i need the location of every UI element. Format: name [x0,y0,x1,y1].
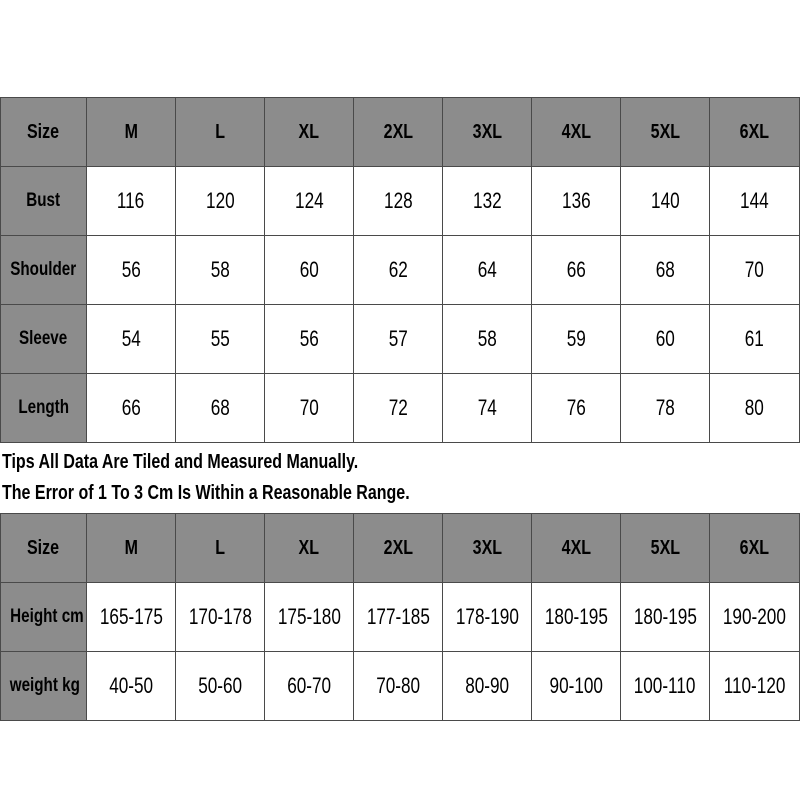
table-cell: 180-195 [532,583,621,652]
error-range-text: The Error of 1 To 3 Cm Is Within a Reasonable Range. [2,482,410,504]
table-cell: 56 [87,236,176,305]
table-cell: 74 [443,374,532,443]
table-cell: 120 [176,167,265,236]
table-cell: 78 [621,374,710,443]
header-cell: XL [265,98,354,167]
table-cell: 165-175 [87,583,176,652]
header-cell: 2XL [354,98,443,167]
header-cell: 3XL [443,514,532,583]
header-cell: 6XL [710,514,800,583]
header-cell: 5XL [621,98,710,167]
row-label: Height cm [1,583,87,652]
measurement-size-table [0,97,800,443]
tips-text: Tips All Data Are Tiled and Measured Manually. [2,451,359,473]
table-header-row [1,98,800,167]
header-cell: M [87,514,176,583]
table-cell: 60-70 [265,652,354,721]
row-label: Sleeve [1,305,87,374]
table-cell: 132 [443,167,532,236]
table-row-sleeve [1,305,800,374]
row-label: Length [1,374,87,443]
table-row-bust [1,167,800,236]
header-cell: 3XL [443,98,532,167]
height-weight-fit-table [0,513,800,721]
header-cell: 4XL [532,98,621,167]
header-cell: 5XL [621,514,710,583]
header-cell: 6XL [710,98,800,167]
table-cell: 80 [710,374,800,443]
table-cell: 76 [532,374,621,443]
table-cell: 66 [87,374,176,443]
table-cell: 55 [176,305,265,374]
table-cell: 177-185 [354,583,443,652]
table-cell: 80-90 [443,652,532,721]
header-cell: 2XL [354,514,443,583]
table-cell: 50-60 [176,652,265,721]
table-cell: 178-190 [443,583,532,652]
table-cell: 128 [354,167,443,236]
table-cell: 70 [265,374,354,443]
table-cell: 180-195 [621,583,710,652]
table-cell: 100-110 [621,652,710,721]
table-cell: 56 [265,305,354,374]
header-cell: 4XL [532,514,621,583]
table-cell: 116 [87,167,176,236]
table-cell: 54 [87,305,176,374]
table-cell: 40-50 [87,652,176,721]
table-cell: 170-178 [176,583,265,652]
table-cell: 175-180 [265,583,354,652]
table-cell: 57 [354,305,443,374]
table-cell: 60 [265,236,354,305]
header-cell: XL [265,514,354,583]
header-cell: Size [1,98,87,167]
table-cell: 110-120 [710,652,800,721]
table-cell: 62 [354,236,443,305]
table-cell: 64 [443,236,532,305]
header-cell: L [176,98,265,167]
table-cell: 58 [176,236,265,305]
table-row-shoulder [1,236,800,305]
table-cell: 136 [532,167,621,236]
table-row-length [1,374,800,443]
table-cell: 66 [532,236,621,305]
header-cell: Size [1,514,87,583]
table-cell: 144 [710,167,800,236]
table-cell: 68 [176,374,265,443]
table-header-row [1,514,800,583]
table-row-height [1,583,800,652]
row-label: Shoulder [1,236,87,305]
table-cell: 124 [265,167,354,236]
table-cell: 70 [710,236,800,305]
table-cell: 61 [710,305,800,374]
header-cell: M [87,98,176,167]
table-cell: 60 [621,305,710,374]
table-cell: 68 [621,236,710,305]
table-cell: 59 [532,305,621,374]
table-cell: 70-80 [354,652,443,721]
header-cell: L [176,514,265,583]
table-cell: 72 [354,374,443,443]
row-label: Bust [1,167,87,236]
table-cell: 58 [443,305,532,374]
table-row-weight [1,652,800,721]
table-cell: 90-100 [532,652,621,721]
table-cell: 190-200 [710,583,800,652]
table-cell: 140 [621,167,710,236]
row-label: weight kg [1,652,87,721]
